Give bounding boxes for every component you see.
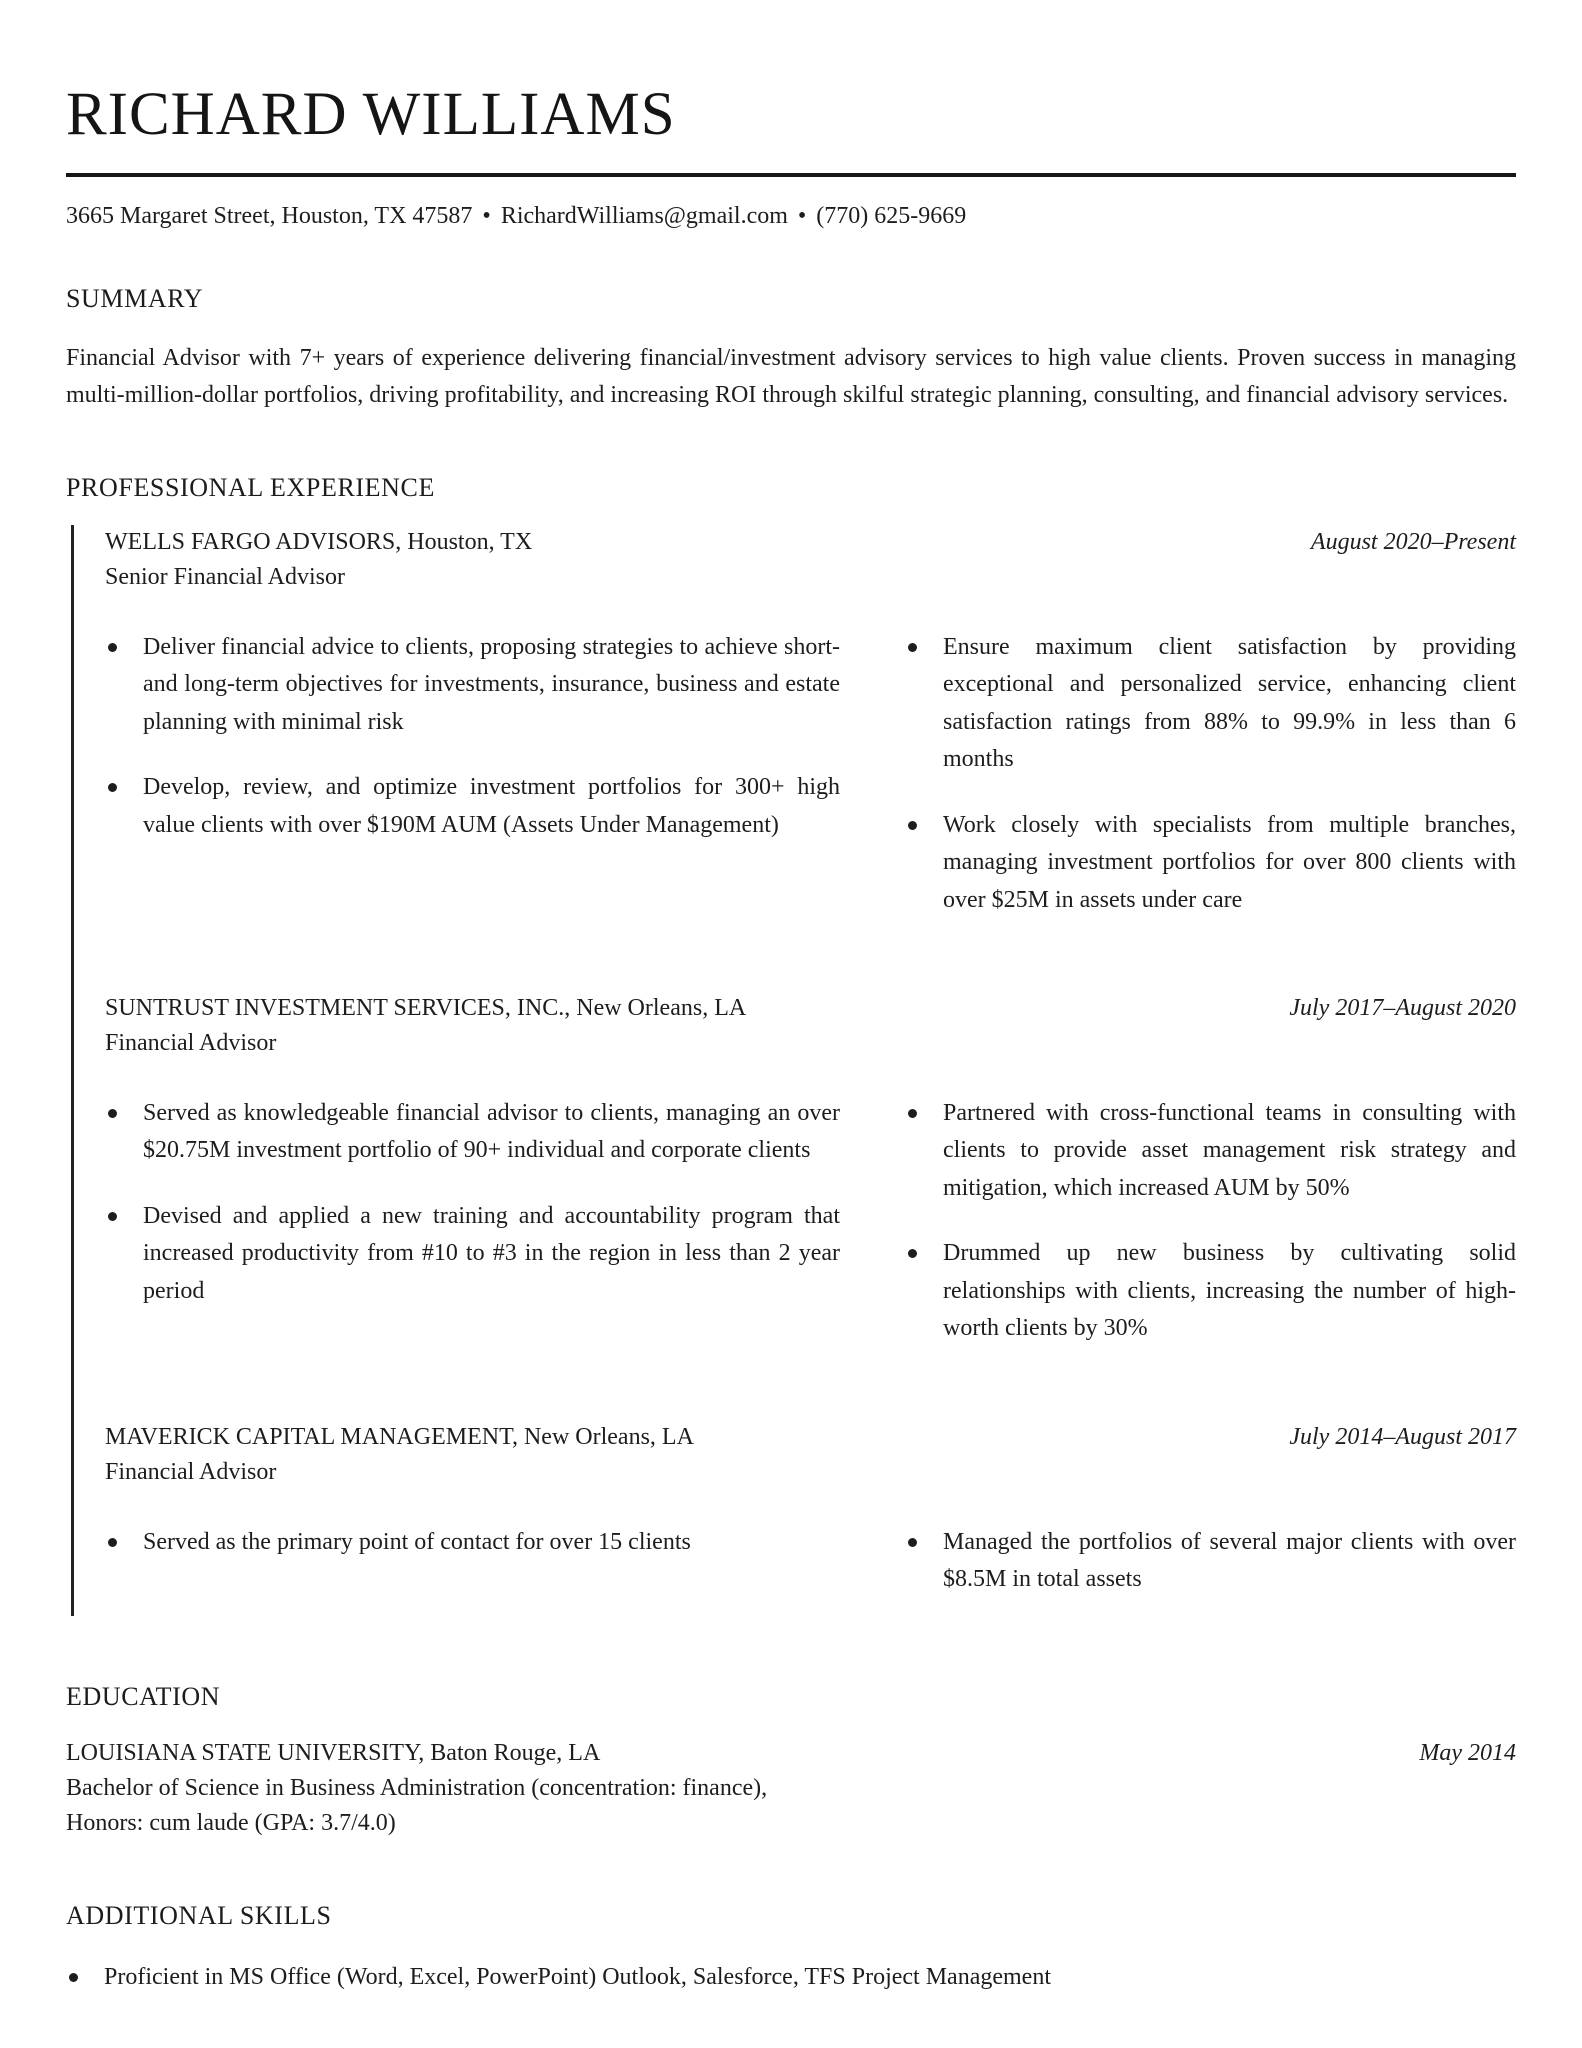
job-bullets-left — [105, 1524, 840, 1599]
education-block — [66, 1736, 1516, 1840]
job-title: Financial Advisor — [105, 1029, 277, 1056]
job-entry — [105, 995, 1516, 1348]
job-bullets-right — [905, 1524, 1516, 1599]
job-title: Senior Financial Advisor — [105, 563, 345, 590]
job-bullet: Managed the portfolios of several major clients with over $8.5M in total assets — [905, 1524, 1516, 1599]
education-honors: Honors: cum laude (GPA: 3.7/4.0) — [66, 1810, 396, 1837]
job-header — [105, 1424, 1516, 1451]
experience-jobs-block — [71, 525, 1516, 1617]
job-bullet-columns — [105, 1095, 1516, 1348]
person-name: RICHARD WILLIAMS — [66, 81, 676, 148]
experience-heading: PROFESSIONAL EXPERIENCE — [66, 472, 435, 502]
job-dates: July 2017–August 2020 — [1289, 994, 1516, 1021]
job-company: MAVERICK CAPITAL MANAGEMENT, New Orleans, LA — [105, 1423, 694, 1450]
job-header — [105, 529, 1516, 556]
job-company: WELLS FARGO ADVISORS, Houston, TX — [105, 528, 533, 555]
education-dates: May 2014 — [1419, 1740, 1516, 1767]
summary-heading: SUMMARY — [66, 284, 204, 313]
job-title: Financial Advisor — [105, 1458, 277, 1485]
job-bullets-left — [105, 1095, 840, 1348]
job-header — [105, 995, 1516, 1022]
job-dates: August 2020–Present — [1310, 528, 1516, 555]
job-bullets-right — [905, 629, 1516, 919]
contact-email: RichardWilliams@gmail.com — [500, 203, 788, 229]
education-school: LOUISIANA STATE UNIVERSITY, Baton Rouge, LA — [66, 1740, 601, 1767]
job-entry — [105, 1424, 1516, 1599]
contact-separator: • — [797, 203, 807, 229]
contact-phone: (770) 625-9669 — [816, 203, 967, 229]
contact-line — [66, 203, 1516, 230]
header-rule — [66, 173, 1516, 177]
job-bullet: Devised and applied a new training and accountability program that increased productivity from #10 to #3 in the region in less than 2 year period — [105, 1198, 840, 1310]
job-bullet: Drummed up new business by cultivating solid relationships with clients, increasing the number of high-worth clients by 30% — [905, 1235, 1516, 1347]
skills-list — [66, 1959, 1516, 1996]
contact-address: 3665 Margaret Street, Houston, TX 47587 — [66, 203, 473, 229]
job-bullet: Ensure maximum client satisfaction by providing exceptional and personalized service, enhancing client satisfaction ratings from 88% to 99.9% in less than 6 months — [905, 629, 1516, 779]
job-bullet: Served as knowledgeable financial advisor to clients, managing an over $20.75M investment portfolio of 90+ individual and corporate clients — [105, 1095, 840, 1170]
job-bullet: Develop, review, and optimize investment portfolios for 300+ high value clients with over $190M AUM (Assets Under Management) — [105, 769, 840, 844]
education-heading: EDUCATION — [66, 1682, 221, 1712]
job-bullet-columns — [105, 1524, 1516, 1599]
job-entry — [105, 529, 1516, 919]
job-bullet-columns — [105, 629, 1516, 919]
job-bullet: Work closely with specialists from multiple branches, managing investment portfolios for over 800 clients with over $25M in assets under care — [905, 807, 1516, 919]
skills-heading: ADDITIONAL SKILLS — [66, 1900, 332, 1930]
job-bullets-right — [905, 1095, 1516, 1348]
contact-separator: • — [482, 203, 491, 229]
summary-text: Financial Advisor with 7+ years of experience delivering financial/investment advisory services to high value clients. Proven success in managing multi-million-dollar portfolios, driving profitability, and increasing ROI through skilful strategic planning, consulting, and financial advisory services. — [66, 345, 1516, 409]
job-bullet: Partnered with cross-functional teams in consulting with clients to provide asset management risk strategy and mitigation, which increased AUM by 50% — [905, 1095, 1516, 1207]
job-dates: July 2014–August 2017 — [1289, 1423, 1516, 1450]
job-bullet: Deliver financial advice to clients, proposing strategies to achieve short- and long-term objectives for investments, insurance, business and estate planning with minimal risk — [105, 629, 840, 741]
job-company: SUNTRUST INVESTMENT SERVICES, INC., New Orleans, LA — [105, 994, 747, 1021]
job-bullets-left — [105, 629, 840, 919]
job-bullet: Served as the primary point of contact for over 15 clients — [105, 1524, 840, 1561]
education-degree: Bachelor of Science in Business Administration (concentration: finance), — [66, 1775, 768, 1802]
skill-bullet: Proficient in MS Office (Word, Excel, PowerPoint) Outlook, Salesforce, TFS Project Management — [66, 1959, 1516, 1996]
education-header — [66, 1736, 1516, 1771]
